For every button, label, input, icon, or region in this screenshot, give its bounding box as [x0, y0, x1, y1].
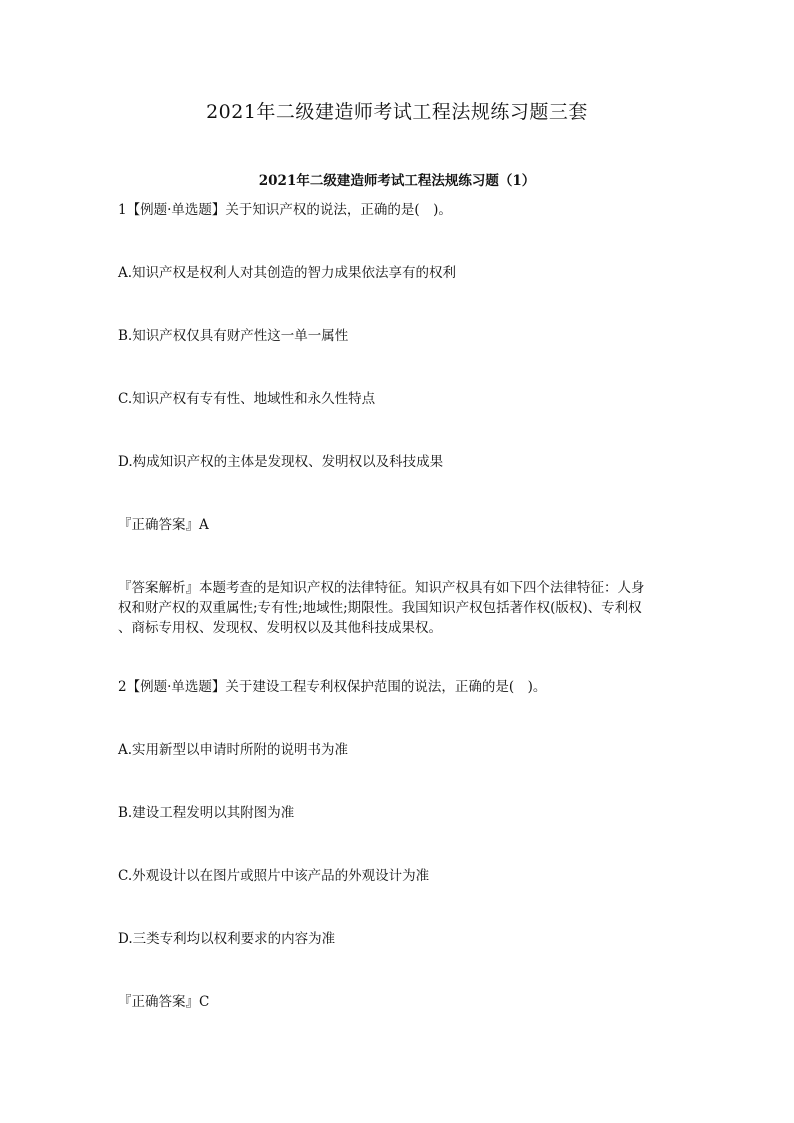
- question-1-option-a: A.知识产权是权利人对其创造的智力成果依法享有的权利: [118, 265, 457, 281]
- question-1-analysis-line: 权和财产权的双重属性;专有性;地域性;期限性。我国知识产权包括著作权(版权)、专利权: [118, 600, 642, 616]
- question-1-analysis-line: 、商标专用权、发现权、发明权以及其他科技成果权。: [118, 620, 442, 636]
- document-title: 2021年二级建造师考试工程法规练习题三套: [206, 101, 588, 123]
- question-2-answer: 『正确答案』C: [118, 994, 210, 1010]
- question-2-option-c: C.外观设计以在图片或照片中该产品的外观设计为准: [118, 868, 430, 884]
- section-title: 2021年二级建造师考试工程法规练习题（1）: [258, 173, 536, 189]
- question-1-option-c: C.知识产权有专有性、地域性和永久性特点: [118, 391, 376, 407]
- question-1-analysis: [118, 578, 678, 638]
- question-2-stem: 2【例题·单选题】关于建设工程专利权保护范围的说法，正确的是( )。: [118, 679, 547, 695]
- question-2-option-a: A.实用新型以申请时所附的说明书为准: [118, 742, 349, 758]
- question-1-analysis-line: 『答案解析』本题考查的是知识产权的法律特征。知识产权具有如下四个法律特征：人身: [118, 580, 645, 596]
- question-2-option-b: B.建设工程发明以其附图为准: [118, 805, 295, 821]
- question-1-answer: 『正确答案』A: [118, 517, 209, 533]
- question-1-option-d: D.构成知识产权的主体是发现权、发明权以及科技成果: [118, 454, 444, 470]
- question-2-option-d: D.三类专利均以权利要求的内容为准: [118, 931, 336, 947]
- question-1-stem: 1【例题·单选题】关于知识产权的说法，正确的是( )。: [118, 202, 452, 218]
- question-1-option-b: B.知识产权仅具有财产性这一单一属性: [118, 328, 349, 344]
